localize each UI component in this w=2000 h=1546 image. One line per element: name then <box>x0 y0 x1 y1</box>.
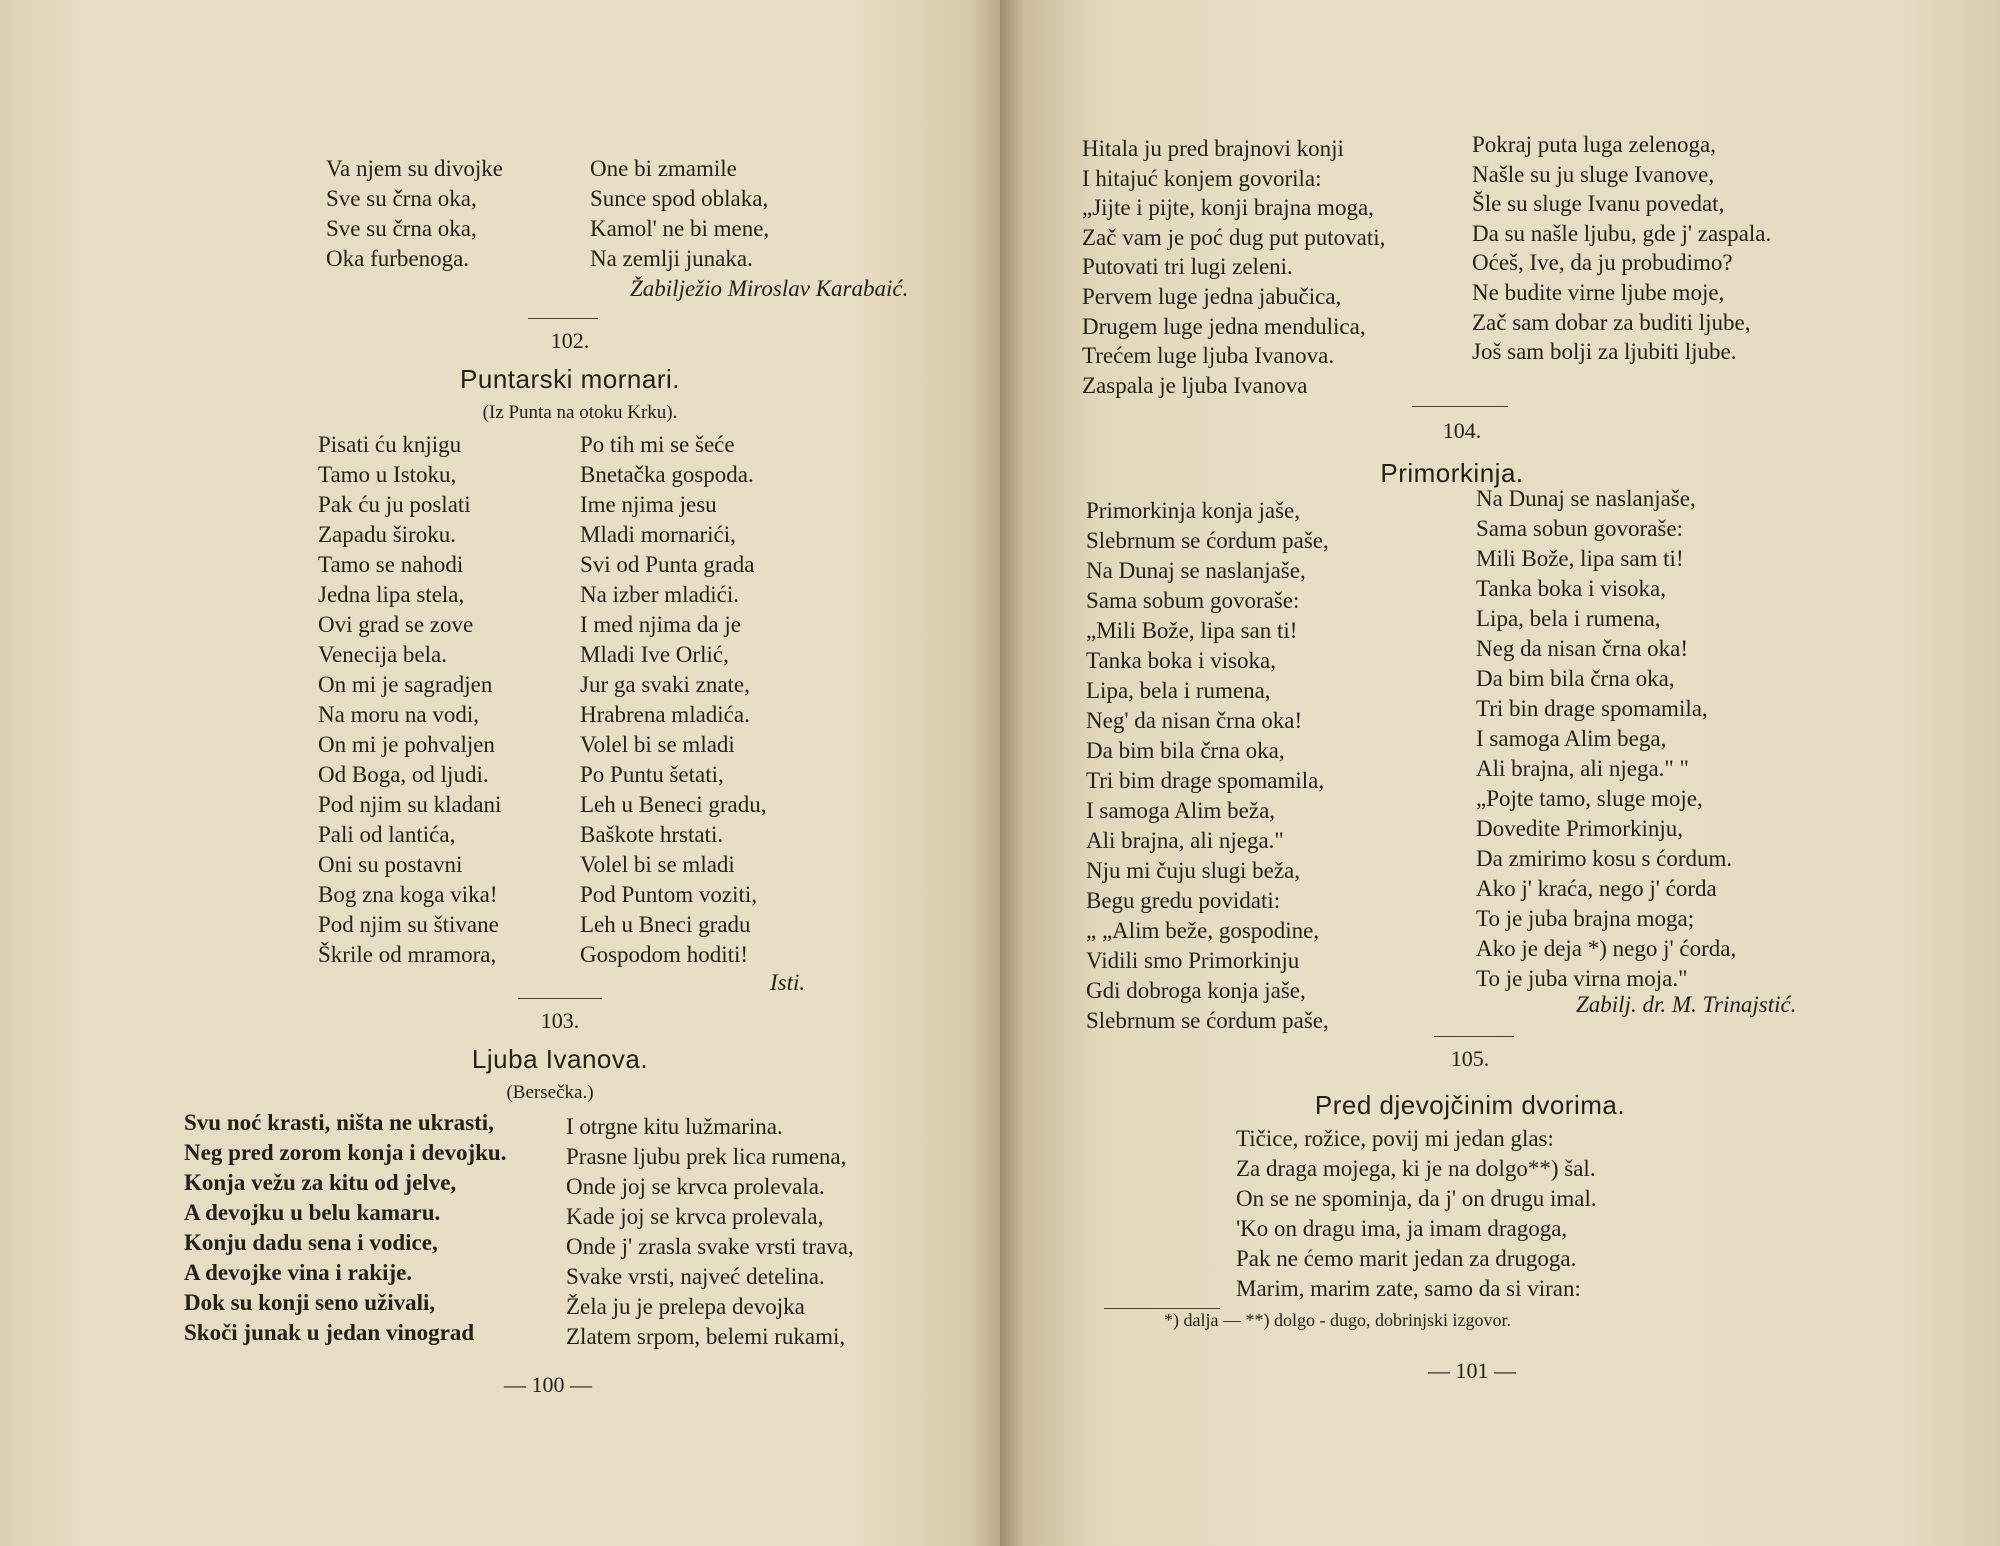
verse-line: Dovedite Primorkinju, <box>1476 816 1683 841</box>
verse-line: Od Boga, od ljudi. <box>318 762 489 787</box>
verse-line: To je juba brajna moga; <box>1476 906 1695 931</box>
verse-line: Bnetačka gospoda. <box>580 462 754 487</box>
verse-line: Svu noć krasti, ništa ne ukrasti, <box>184 1110 494 1135</box>
verse-line: Kamol' ne bi mene, <box>590 216 770 241</box>
verse-line: Ovi grad se zove <box>318 612 474 637</box>
verse-line: Našle su ju sluge Ivanove, <box>1472 161 1715 187</box>
verse-line: Da su našle ljubu, gde j' zaspala. <box>1472 220 1772 246</box>
section-divider <box>528 318 598 319</box>
verse-line: Ako je deja *) nego j' ćorda, <box>1476 936 1737 961</box>
verse-line: A devojku u belu kamaru. <box>184 1200 441 1225</box>
verse-line: Primorkinja konja jaše, <box>1086 498 1300 523</box>
verse-line: Pod njim su kladani <box>318 792 502 817</box>
verse-line: Ime njima jesu <box>580 492 717 517</box>
verse-line: Pervem luge jedna jabučica, <box>1082 283 1342 309</box>
verse-line: Gospodom hoditi! <box>580 942 749 967</box>
verse-line: Oćeš, Ive, da ju probudimo? <box>1472 250 1733 276</box>
verse-line: Za draga mojega, ki je na dolgo**) šal. <box>1236 1156 1596 1181</box>
verse-line: Onde j' zrasla svake vrsti trava, <box>566 1234 854 1259</box>
verse-line: Oka furbenoga. <box>326 246 470 271</box>
verse-line: 'Ko on dragu ima, ja imam dragoga, <box>1236 1216 1568 1241</box>
verse-line: Na Dunaj se naslanjaše, <box>1086 558 1306 583</box>
verse-line: Da bim bila črna oka, <box>1476 666 1675 691</box>
verse-line: Mili Bože, lipa sam ti! <box>1476 546 1684 571</box>
verse-line: I otrgne kitu lužmarina. <box>566 1114 783 1139</box>
poem-103-number: 103. <box>540 1008 580 1033</box>
poem-105-number: 105. <box>1450 1046 1490 1071</box>
poem-101-attribution: Žabilježio Miroslav Karabaić. <box>630 276 909 301</box>
verse-line: Da zmirimo kosu s ćordum. <box>1476 846 1733 871</box>
verse-line: Tri bim drage spomamila, <box>1086 768 1325 793</box>
verse-line: Tri bin drage spomamila, <box>1476 696 1708 721</box>
verse-line: Ali brajna, ali njega." " <box>1476 756 1689 781</box>
verse-line: I samoga Alim bega, <box>1476 726 1667 751</box>
verse-line: Kade joj se krvca prolevala, <box>566 1204 824 1229</box>
verse-line: Tamo se nahodi <box>318 552 464 577</box>
verse-line: On se ne spominja, da j' on drugu imal. <box>1236 1186 1597 1211</box>
verse-line: Mladi Ive Orlić, <box>580 642 729 667</box>
footnote-divider <box>1104 1308 1220 1309</box>
poem-102-right-column <box>580 430 766 970</box>
verse-line: Drugem luge jedna mendulica, <box>1082 313 1366 339</box>
verse-line: Volel bi se mladi <box>580 852 735 877</box>
verse-line: Volel bi se mladi <box>580 732 735 757</box>
section-divider <box>518 998 602 999</box>
verse-line: Ako j' kraća, nego j' ćorda <box>1476 876 1717 901</box>
verse-line: Mladi mornarići, <box>580 522 736 547</box>
verse-line: Zaspala je ljuba Ivanova <box>1082 372 1308 398</box>
verse-line: I hitajuć konjem govorila: <box>1082 165 1322 191</box>
verse-line: Na zemlji junaka. <box>590 246 753 271</box>
verse-line: „ „Alim beže, gospodine, <box>1086 918 1320 943</box>
poem-103-title: Ljuba Ivanova. <box>471 1044 649 1074</box>
verse-line: Neg da nisan črna oka! <box>1476 636 1689 661</box>
verse-line: Leh u Bneci gradu <box>580 912 751 937</box>
verse-line: Na Dunaj se naslanjaše, <box>1476 486 1696 511</box>
verse-line: Ali brajna, ali njega." <box>1086 828 1284 853</box>
verse-line: Neg' da nisan črna oka! <box>1086 708 1303 733</box>
verse-line: Hrabrena mladića. <box>580 702 750 727</box>
verse-line: Da bim bila črna oka, <box>1086 738 1285 763</box>
verse-line: Onde joj se krvca prolevala. <box>566 1174 825 1199</box>
verse-line: Pak ću ju poslati <box>318 492 471 517</box>
verse-line: Svake vrsti, najveć detelina. <box>566 1264 825 1289</box>
verse-line: Zač vam je poć dug put putovati, <box>1082 224 1386 250</box>
verse-line: Sama sobum govoraše: <box>1086 588 1300 613</box>
verse-line: Na moru na vodi, <box>318 702 479 727</box>
verse-line: Bog zna koga vika! <box>318 882 498 907</box>
poem-104-number: 104. <box>1442 418 1482 443</box>
poem-103-left-column <box>184 1108 506 1348</box>
verse-line: „Pojte tamo, sluge moje, <box>1476 786 1703 811</box>
verse-line: Putovati tri lugi zeleni. <box>1082 254 1293 280</box>
verse-line: Pak ne ćemo marit jedan za drugoga. <box>1236 1246 1577 1271</box>
verse-line: Oni su postavni <box>318 852 463 877</box>
verse-line: Konju dadu sena i vodice, <box>184 1230 438 1255</box>
verse-line: Va njem su divojke <box>326 156 503 181</box>
verse-line: Ne budite virne ljube moje, <box>1472 279 1725 305</box>
section-divider <box>1434 1036 1514 1037</box>
verse-line: Sve su črna oka, <box>326 216 477 241</box>
verse-line: Gdi dobroga konja jaše, <box>1086 978 1306 1003</box>
verse-line: Na izber mladići. <box>580 582 740 607</box>
verse-line: Konja vežu za kitu od jelve, <box>184 1170 457 1195</box>
poem-104-attribution: Zabilj. dr. M. Trinajstić. <box>1576 992 1797 1017</box>
poem-102-attribution: Isti. <box>770 970 806 995</box>
verse-line: To je juba virna moja." <box>1476 966 1688 991</box>
verse-line: Venecija bela. <box>318 642 447 667</box>
poem-102-title: Puntarski mornari. <box>460 364 680 394</box>
verse-line: Sve su črna oka, <box>326 186 477 211</box>
page-number-101: — 101 — <box>1428 1358 1516 1383</box>
poem-104-right-column <box>1476 484 1736 994</box>
verse-line: Pod Puntom voziti, <box>580 882 757 907</box>
verse-line: Po tih mi se šeće <box>580 432 735 457</box>
verse-line: Jur ga svaki znate, <box>580 672 750 697</box>
poem-103-continued-right-column <box>1472 130 1771 367</box>
verse-line: Šle su sluge Ivanu povedat, <box>1472 191 1725 217</box>
verse-line: Marim, marim zate, samo da si viran: <box>1236 1276 1581 1301</box>
verse-line: Tičice, rožice, povij mi jedan glas: <box>1236 1126 1554 1151</box>
page-number-100: — 100 — <box>504 1372 592 1397</box>
verse-line: Škrile od mramora, <box>318 942 497 967</box>
verse-line: Baškote hrstati. <box>580 822 724 847</box>
verse-line: Zlatem srpom, belemi rukami, <box>566 1324 846 1349</box>
poem-104-left-column <box>1086 496 1329 1036</box>
poem-103-continued-left-column <box>1082 134 1385 400</box>
verse-line: Jedna lipa stela, <box>318 582 465 607</box>
verse-line: Prasne ljubu prek lica rumena, <box>566 1144 847 1169</box>
verse-line: I samoga Alim beža, <box>1086 798 1276 823</box>
verse-line: Pod njim su štivane <box>318 912 499 937</box>
verse-line: Tanka boka i visoka, <box>1476 576 1667 601</box>
verse-line: Tamo u Istoku, <box>318 462 457 487</box>
verse-line: Žela ju je prelepa devojka <box>566 1294 805 1319</box>
poem-104-title: Primorkinja. <box>1380 458 1524 488</box>
verse-line: Begu gredu povidati: <box>1086 888 1281 913</box>
verse-line: Lipa, bela i rumena, <box>1086 678 1271 703</box>
poem-101-left-column <box>326 154 503 274</box>
verse-line: On mi je pohvaljen <box>318 732 495 757</box>
verse-line: Pisati ću knjigu <box>318 432 462 457</box>
verse-line: Slebrnum se ćordum paše, <box>1086 1008 1329 1033</box>
verse-line: I med njima da je <box>580 612 741 637</box>
poem-103-right-column <box>566 1112 854 1352</box>
verse-line: A devojke vina i rakije. <box>184 1260 413 1285</box>
verse-line: Sama sobun govoraše: <box>1476 516 1683 541</box>
verse-line: „Mili Bože, lipa san ti! <box>1086 618 1298 643</box>
section-divider <box>1412 406 1508 407</box>
verse-line: Dok su konji seno uživali, <box>184 1290 436 1315</box>
verse-line: Sunce spod oblaka, <box>590 186 769 211</box>
verse-line: Leh u Beneci gradu, <box>580 792 767 817</box>
verse-line: Zapadu široku. <box>318 522 456 547</box>
verse-line: One bi zmamile <box>590 156 737 181</box>
verse-line: Pokraj puta luga zelenoga, <box>1472 132 1716 157</box>
verse-line: Hitala ju pred brajnovi konji <box>1082 136 1344 161</box>
verse-line: Po Puntu šetati, <box>580 762 724 787</box>
verse-line: Trećem luge ljuba Ivanova. <box>1082 343 1335 369</box>
poem-102-number: 102. <box>550 328 590 353</box>
verse-line: Slebrnum se ćordum paše, <box>1086 528 1329 553</box>
poem-102-subtitle: (Iz Punta na otoku Krku). <box>482 402 678 423</box>
poem-103-subtitle: (Bersečka.) <box>506 1082 594 1103</box>
verse-line: „Jijte i pijte, konji brajna moga, <box>1082 195 1374 221</box>
poem-101-right-column <box>590 154 769 274</box>
verse-line: On mi je sagradjen <box>318 672 493 697</box>
footnote: *) dalja — **) dolgo - dugo, dobrinjski izgovor. <box>1164 1310 1511 1330</box>
verse-line: Tanka boka i visoka, <box>1086 648 1277 673</box>
poem-105-title: Pred djevojčinim dvorima. <box>1314 1090 1626 1120</box>
verse-line: Neg pred zorom konja i devojku. <box>184 1140 507 1165</box>
right-page <box>1000 0 2000 1546</box>
verse-line: Lipa, bela i rumena, <box>1476 606 1661 631</box>
verse-line: Svi od Punta grada <box>580 552 755 577</box>
verse-line: Još sam bolji za ljubiti ljube. <box>1472 339 1737 365</box>
verse-line: Skoči junak u jedan vinograd <box>184 1320 475 1345</box>
verse-line: Zač sam dobar za buditi ljube, <box>1472 309 1751 335</box>
verse-line: Vidili smo Primorkinju <box>1086 948 1300 973</box>
verse-line: Pali od lantića, <box>318 822 456 847</box>
verse-line: Nju mi čuju slugi beža, <box>1086 858 1300 883</box>
poem-102-left-column <box>318 430 501 970</box>
poem-105-lines <box>1236 1124 1597 1304</box>
